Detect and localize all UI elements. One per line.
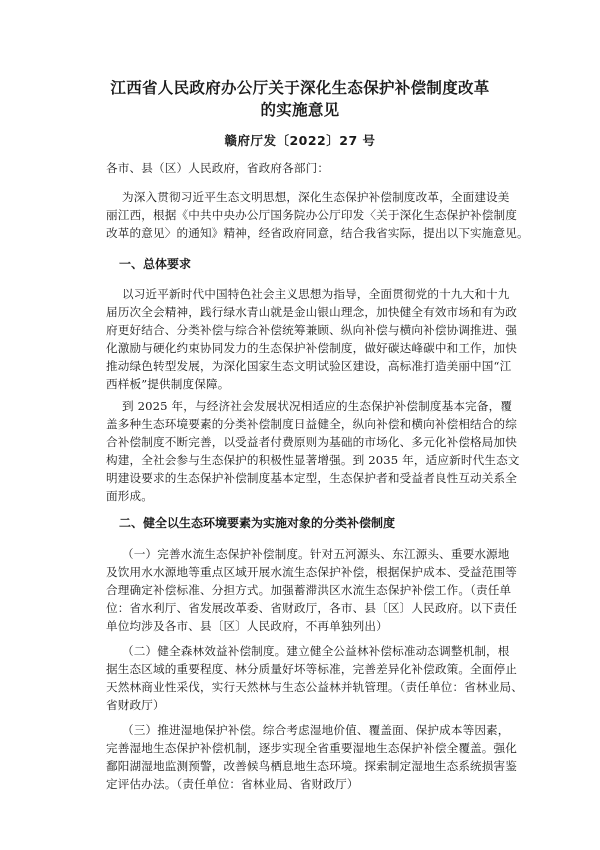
salutation: 各市、县（区）人民政府，省政府各部门：	[106, 161, 330, 175]
item1-line: 合理确定补偿标准、分担方式。加强蓄滞洪区水流生态保护补偿工作。（责任单	[106, 583, 512, 597]
section-heading-1: 一、总体要求	[119, 257, 192, 271]
item3-line: 完善湿地生态保护补偿机制，逐步实现全省重要湿地生态保护补偿全覆盖。强化	[106, 741, 518, 755]
section1-para2-line: 明建设要求的生态保护补偿制度基本定型，生态保护者和受益者良性互动关系全	[106, 471, 518, 485]
section1-para2-line: 到 2025 年，与经济社会发展状况相适应的生态保护补偿制度基本完备，覆	[122, 399, 513, 413]
section1-para2-line: 构建，全社会参与生态保护的积极性显著增强。到 2035 年，适应新时代生态文	[106, 453, 520, 467]
section1-para1-line: 府更好结合、分类补偿与综合补偿统筹兼顾、纵向补偿与横向补偿协调推进、强	[106, 323, 518, 337]
item1-line: 及饮用水水源地等重点区域开展水流生态保护补偿，根据保护成本、受益范围等	[106, 565, 518, 579]
item2-line: 天然林商业性采伐，实行天然林与生态公益林并轨管理。（责任单位：省林业局、	[106, 680, 523, 694]
item2-line: （二）健全森林效益补偿制度。建立健全公益林补偿标准动态调整机制，根	[122, 644, 510, 658]
section-heading-2: 二、健全以生态环境要素为实施对象的分类补偿制度	[119, 516, 396, 530]
document-title-line-2: 的实施意见	[260, 101, 340, 119]
item3-line: 定评估办法。（责任单位：省林业局、省财政厅）	[106, 777, 359, 791]
item2-line: 省财政厅）	[106, 698, 165, 712]
section1-para2-line: 合补偿制度不断完善，以受益者付费原则为基础的市场化、多元化补偿格局加快	[106, 435, 518, 449]
intro-line: 为深入贯彻习近平生态文明思想，深化生态保护补偿制度改革，全面建设美	[122, 190, 510, 204]
section1-para1-line: 化激励与硬化约束协同发力的生态保护补偿制度，做好碳达峰碳中和工作，加快	[106, 341, 518, 355]
section1-para2-line: 面形成。	[106, 489, 153, 503]
intro-line: 改革的意见〉的通知》精神，经省政府同意，结合我省实际，提出以下实施意见。	[106, 226, 529, 240]
item1-line: （一）完善水流生态保护补偿制度。针对五河源头、东江源头、重要水源地	[122, 547, 510, 561]
intro-line: 丽江西，根据《中共中央办公厅国务院办公厅印发〈关于深化生态保护补偿制度	[106, 208, 518, 222]
item3-line: 鄱阳湖湿地监测预警，改善候鸟栖息地生态环境。探索制定湿地生态系统损害鉴	[106, 759, 518, 773]
section1-para2-line: 盖多种生态环境要素的分类补偿制度日益健全，纵向补偿和横向补偿相结合的综	[106, 417, 518, 431]
section1-para1-line: 以习近平新时代中国特色社会主义思想为指导，全面贯彻党的十九大和十九	[122, 287, 510, 301]
document-number: 赣府厅发〔2022〕27 号	[224, 133, 376, 148]
item2-line: 据生态区域的重要程度、林分质量好坏等标准，完善差异化补偿政策。全面停止	[106, 662, 518, 676]
document-title-line-1: 江西省人民政府办公厅关于深化生态保护补偿制度改革	[110, 79, 490, 97]
item1-line: 位：省水利厅、省发展改革委、省财政厅，各市、县〔区〕人民政府。以下责任	[106, 601, 518, 615]
item1-line: 单位均涉及各市、县〔区〕人民政府，不再单独列出）	[106, 619, 388, 633]
section1-para1-line: 届历次全会精神，践行绿水青山就是金山银山理念，加快健全有效市场和有为政	[106, 305, 518, 319]
section1-para1-line: 推动绿色转型发展，为深化国家生态文明试验区建设，高标准打造美丽中国“江	[106, 359, 512, 373]
section1-para1-line: 西样板”提供制度保障。	[106, 377, 230, 391]
item3-line: （三）推进湿地保护补偿。综合考虑湿地价值、覆盖面、保护成本等因素，	[122, 723, 510, 737]
